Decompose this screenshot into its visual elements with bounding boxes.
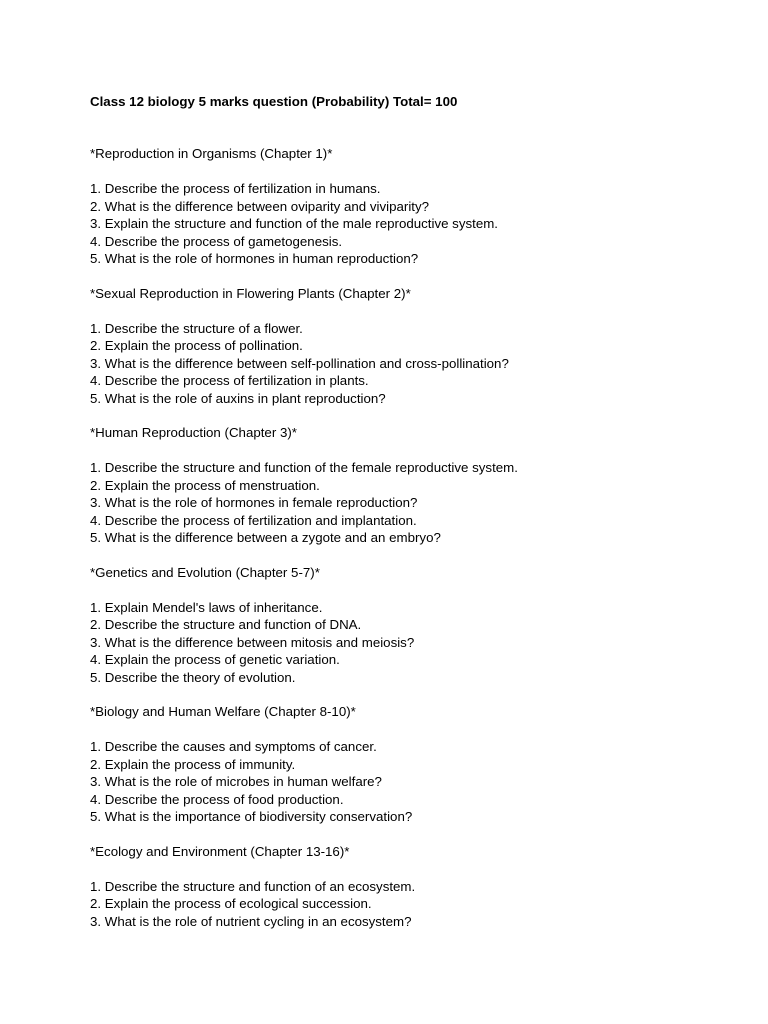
document-title: Class 12 biology 5 marks question (Probability) Total= 100 — [90, 94, 458, 109]
question-item: 2. What is the difference between oviparity and viviparity? — [90, 198, 430, 214]
question-item: 5. What is the role of auxins in plant reproduction? — [90, 390, 386, 406]
section — [90, 424, 730, 547]
question-item: 2. Explain the process of pollination. — [90, 338, 303, 353]
section-heading: *Reproduction in Organisms (Chapter 1)* — [90, 146, 333, 161]
question-list — [90, 459, 730, 547]
sections-container — [90, 145, 730, 930]
question-list — [90, 599, 730, 687]
question-item: 2. Explain the process of immunity. — [90, 756, 296, 772]
question-item: 5. Describe the theory of evolution. — [90, 669, 296, 685]
question-item: 1. Describe the structure of a flower. — [90, 320, 303, 336]
document-page — [90, 93, 730, 947]
question-item: 1. Describe the process of fertilization in humans. — [90, 181, 381, 196]
question-item: 3. What is the role of hormones in female reproduction? — [90, 495, 418, 510]
question-item: 4. Describe the process of gametogenesis. — [90, 233, 343, 249]
section — [90, 145, 730, 268]
section-heading: *Human Reproduction (Chapter 3)* — [90, 425, 297, 440]
section — [90, 843, 730, 931]
question-item: 4. Describe the process of fertilization and implantation. — [90, 512, 417, 528]
question-item: 3. What is the difference between mitosis and meiosis? — [90, 634, 415, 650]
question-item: 5. What is the role of hormones in human reproduction? — [90, 251, 419, 266]
question-item: 3. What is the role of nutrient cycling in an ecosystem? — [90, 913, 412, 929]
question-item: 3. What is the role of microbes in human welfare? — [90, 774, 382, 789]
question-list — [90, 738, 730, 826]
section-heading: *Sexual Reproduction in Flowering Plants (Chapter 2)* — [90, 285, 411, 301]
question-item: 2. Describe the structure and function of DNA. — [90, 617, 362, 632]
section — [90, 564, 730, 687]
section-heading: *Ecology and Environment (Chapter 13-16)* — [90, 843, 350, 859]
question-item: 1. Describe the causes and symptoms of cancer. — [90, 739, 377, 754]
question-item: 2. Explain the process of menstruation. — [90, 477, 320, 493]
question-list — [90, 180, 730, 268]
question-list — [90, 320, 730, 408]
section — [90, 285, 730, 408]
section-heading: *Biology and Human Welfare (Chapter 8-10)* — [90, 704, 356, 719]
section-heading: *Genetics and Evolution (Chapter 5-7)* — [90, 564, 320, 580]
question-item: 1. Explain Mendel's laws of inheritance. — [90, 599, 323, 615]
question-item: 5. What is the importance of biodiversity conservation? — [90, 809, 413, 824]
question-item: 3. What is the difference between self-pollination and cross-pollination? — [90, 355, 509, 371]
question-item: 5. What is the difference between a zygote and an embryo? — [90, 530, 441, 545]
question-item: 2. Explain the process of ecological succession. — [90, 896, 372, 911]
question-list — [90, 878, 730, 931]
section — [90, 703, 730, 826]
question-item: 4. Describe the process of fertilization in plants. — [90, 373, 369, 388]
question-item: 4. Explain the process of genetic variation. — [90, 652, 340, 667]
question-item: 4. Describe the process of food production. — [90, 791, 344, 807]
question-item: 3. Explain the structure and function of the male reproductive system. — [90, 216, 498, 231]
question-item: 1. Describe the structure and function of an ecosystem. — [90, 878, 416, 894]
question-item: 1. Describe the structure and function of the female reproductive system. — [90, 460, 518, 475]
